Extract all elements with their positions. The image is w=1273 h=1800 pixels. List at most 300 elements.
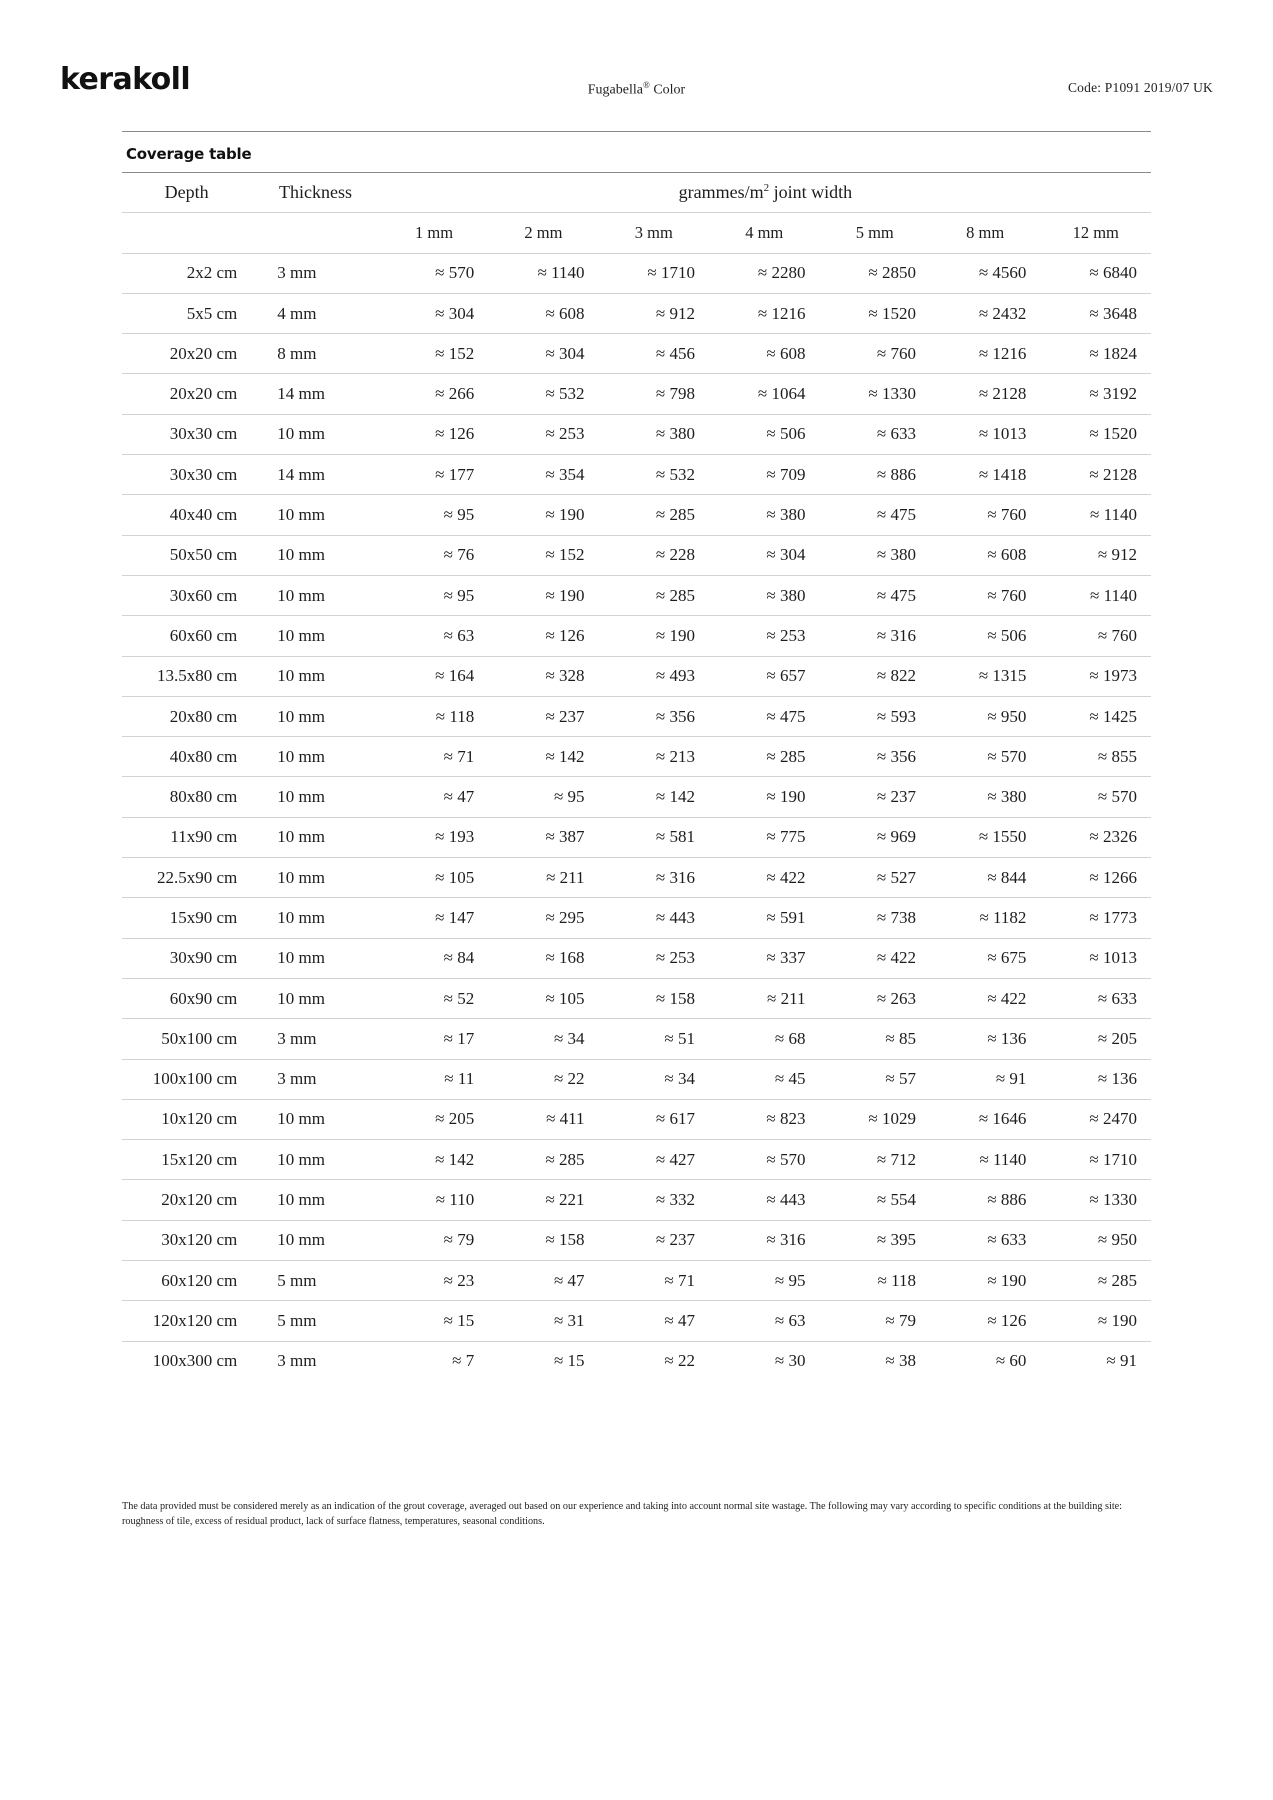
cell-coverage-1: ≈ 47 — [553, 1270, 585, 1290]
cell-coverage-1: ≈ 158 — [545, 1230, 585, 1250]
cell-coverage-2: ≈ 51 — [664, 1028, 696, 1048]
page-header — [0, 0, 1273, 120]
product-name-suffix: Color — [649, 82, 686, 98]
table-header-joint-widths — [122, 213, 1151, 253]
cell-coverage-0: ≈ 95 — [443, 505, 475, 525]
coverage-table-section — [122, 131, 1151, 1381]
cell-coverage-1: ≈ 190 — [545, 505, 585, 525]
cell-coverage-2: ≈ 427 — [655, 1149, 696, 1169]
cell-depth: 60x60 cm — [169, 625, 238, 645]
cell-coverage-1: ≈ 211 — [546, 867, 585, 887]
cell-coverage-1: ≈ 168 — [545, 948, 585, 968]
cell-coverage-5: ≈ 1315 — [978, 666, 1027, 686]
cell-depth: 80x80 cm — [169, 787, 238, 807]
cell-coverage-1: ≈ 295 — [545, 907, 585, 927]
cell-coverage-4: ≈ 527 — [876, 867, 916, 887]
cell-coverage-5: ≈ 380 — [987, 787, 1027, 807]
cell-coverage-2: ≈ 71 — [664, 1270, 696, 1290]
cell-coverage-2: ≈ 456 — [655, 343, 696, 363]
cell-coverage-3: ≈ 95 — [774, 1270, 806, 1290]
cell-coverage-6: ≈ 1520 — [1089, 424, 1137, 444]
cell-coverage-0: ≈ 118 — [435, 706, 475, 726]
cell-coverage-1: ≈ 142 — [545, 746, 585, 766]
table-row — [122, 495, 1151, 535]
cell-thickness: 14 mm — [277, 464, 325, 484]
cell-depth: 120x120 cm — [152, 1310, 238, 1330]
cell-depth: 100x300 cm — [152, 1351, 238, 1371]
cell-coverage-4: ≈ 886 — [876, 464, 916, 484]
cell-depth: 15x120 cm — [161, 1149, 238, 1169]
table-row — [122, 938, 1151, 978]
cell-thickness: 10 mm — [277, 706, 325, 726]
cell-depth: 60x120 cm — [161, 1270, 238, 1290]
cell-coverage-5: ≈ 2128 — [978, 384, 1027, 404]
column-header-depth: Depth — [164, 182, 209, 203]
cell-coverage-6: ≈ 1140 — [1090, 585, 1137, 605]
cell-coverage-0: ≈ 23 — [443, 1270, 475, 1290]
cell-thickness: 10 mm — [277, 746, 325, 766]
cell-coverage-4: ≈ 822 — [876, 666, 916, 686]
section-title: Coverage table — [126, 145, 252, 163]
cell-thickness: 10 mm — [277, 827, 325, 847]
cell-depth: 30x30 cm — [169, 424, 238, 444]
table-row — [122, 737, 1151, 777]
table-row — [122, 293, 1151, 333]
kerakoll-logo: kerakoll — [60, 62, 191, 97]
table-row — [122, 858, 1151, 898]
cell-coverage-0: ≈ 205 — [435, 1109, 475, 1129]
cell-thickness: 10 mm — [277, 787, 325, 807]
cell-coverage-6: ≈ 760 — [1097, 625, 1137, 645]
cell-coverage-3: ≈ 211 — [767, 988, 806, 1008]
cell-coverage-2: ≈ 532 — [655, 464, 696, 484]
cell-thickness: 8 mm — [277, 343, 317, 363]
cell-coverage-1: ≈ 95 — [553, 787, 585, 807]
cell-coverage-6: ≈ 1425 — [1089, 706, 1137, 726]
cell-coverage-6: ≈ 190 — [1097, 1310, 1137, 1330]
superscript-two: 2 — [763, 182, 770, 195]
cell-coverage-3: ≈ 1216 — [757, 303, 806, 323]
table-row — [122, 334, 1151, 374]
joint-width-header-2: 3 mm — [634, 222, 673, 242]
cell-coverage-3: ≈ 380 — [766, 585, 806, 605]
table-row — [122, 455, 1151, 495]
table-row — [122, 1059, 1151, 1099]
table-row — [122, 1261, 1151, 1301]
cell-thickness: 10 mm — [277, 1149, 325, 1169]
cell-coverage-6: ≈ 3648 — [1089, 303, 1137, 323]
table-row — [122, 1180, 1151, 1220]
cell-depth: 10x120 cm — [161, 1109, 238, 1129]
cell-coverage-4: ≈ 380 — [876, 545, 916, 565]
cell-coverage-0: ≈ 142 — [435, 1149, 475, 1169]
cell-coverage-0: ≈ 11 — [444, 1069, 475, 1089]
cell-coverage-3: ≈ 380 — [766, 505, 806, 525]
cell-coverage-3: ≈ 337 — [766, 948, 806, 968]
cell-coverage-1: ≈ 22 — [553, 1069, 585, 1089]
cell-coverage-5: ≈ 1646 — [978, 1109, 1027, 1129]
table-row — [122, 777, 1151, 817]
cell-coverage-5: ≈ 1550 — [978, 827, 1027, 847]
table-row — [122, 374, 1151, 414]
cell-coverage-5: ≈ 2432 — [978, 303, 1027, 323]
cell-coverage-4: ≈ 316 — [876, 625, 916, 645]
cell-coverage-1: ≈ 608 — [545, 303, 585, 323]
cell-coverage-6: ≈ 1710 — [1089, 1149, 1137, 1169]
cell-coverage-4: ≈ 554 — [876, 1190, 916, 1210]
cell-thickness: 10 mm — [277, 424, 325, 444]
cell-coverage-2: ≈ 22 — [664, 1351, 696, 1371]
document-code: Code: P1091 2019/07 UK — [1067, 80, 1213, 95]
cell-coverage-5: ≈ 60 — [995, 1351, 1027, 1371]
cell-coverage-3: ≈ 591 — [766, 907, 806, 927]
cell-coverage-6: ≈ 6840 — [1089, 263, 1137, 283]
cell-depth: 40x80 cm — [169, 746, 238, 766]
cell-thickness: 10 mm — [277, 505, 325, 525]
cell-coverage-4: ≈ 1330 — [868, 384, 916, 404]
cell-coverage-3: ≈ 30 — [774, 1351, 806, 1371]
column-header-group-suffix: joint width — [769, 182, 853, 203]
cell-coverage-4: ≈ 1520 — [868, 303, 916, 323]
cell-coverage-6: ≈ 1824 — [1089, 343, 1137, 363]
cell-depth: 30x60 cm — [169, 585, 238, 605]
table-row — [122, 1099, 1151, 1139]
cell-thickness: 10 mm — [277, 867, 325, 887]
cell-coverage-3: ≈ 68 — [774, 1028, 806, 1048]
cell-coverage-4: ≈ 237 — [876, 787, 916, 807]
cell-thickness: 14 mm — [277, 384, 325, 404]
cell-thickness: 5 mm — [277, 1310, 317, 1330]
cell-coverage-1: ≈ 411 — [546, 1109, 585, 1129]
cell-coverage-5: ≈ 1418 — [978, 464, 1027, 484]
cell-coverage-6: ≈ 205 — [1097, 1028, 1137, 1048]
table-row — [122, 535, 1151, 575]
cell-coverage-2: ≈ 158 — [655, 988, 696, 1008]
cell-coverage-4: ≈ 79 — [885, 1310, 916, 1330]
cell-coverage-4: ≈ 593 — [876, 706, 916, 726]
cell-coverage-6: ≈ 3192 — [1089, 384, 1137, 404]
cell-coverage-6: ≈ 1140 — [1090, 505, 1137, 525]
cell-coverage-5: ≈ 136 — [987, 1028, 1027, 1048]
table-row — [122, 1140, 1151, 1180]
cell-coverage-0: ≈ 152 — [435, 343, 475, 363]
cell-coverage-4: ≈ 263 — [876, 988, 916, 1008]
cell-thickness: 10 mm — [277, 1230, 325, 1250]
cell-coverage-1: ≈ 328 — [545, 666, 585, 686]
cell-coverage-6: ≈ 285 — [1097, 1270, 1137, 1290]
cell-coverage-6: ≈ 1773 — [1089, 907, 1137, 927]
cell-thickness: 10 mm — [277, 988, 325, 1008]
cell-coverage-5: ≈ 570 — [987, 746, 1027, 766]
cell-depth: 30x30 cm — [169, 464, 238, 484]
cell-thickness: 5 mm — [277, 1270, 317, 1290]
cell-coverage-4: ≈ 712 — [876, 1149, 916, 1169]
cell-coverage-2: ≈ 617 — [655, 1109, 696, 1129]
table-row — [122, 696, 1151, 736]
table-row — [122, 253, 1151, 293]
cell-coverage-1: ≈ 1140 — [537, 263, 585, 283]
table-row — [122, 817, 1151, 857]
cell-depth: 20x20 cm — [169, 384, 238, 404]
table-row — [122, 1301, 1151, 1341]
joint-width-header-3: 4 mm — [745, 222, 784, 242]
cell-depth: 11x90 cm — [170, 827, 238, 847]
cell-thickness: 10 mm — [277, 585, 325, 605]
column-header-group-text: grammes/m — [678, 182, 764, 203]
column-header-group — [380, 173, 1151, 213]
cell-depth: 20x20 cm — [169, 343, 238, 363]
cell-depth: 100x100 cm — [152, 1069, 238, 1089]
cell-coverage-2: ≈ 253 — [655, 948, 696, 968]
cell-depth: 15x90 cm — [169, 907, 238, 927]
coverage-table — [122, 172, 1151, 1381]
cell-coverage-0: ≈ 95 — [443, 585, 475, 605]
cell-thickness: 10 mm — [277, 907, 325, 927]
cell-coverage-2: ≈ 47 — [664, 1310, 696, 1330]
cell-depth: 30x120 cm — [161, 1230, 238, 1250]
cell-thickness: 10 mm — [277, 1190, 325, 1210]
cell-coverage-0: ≈ 164 — [435, 666, 475, 686]
cell-coverage-0: ≈ 304 — [435, 303, 475, 323]
cell-coverage-1: ≈ 253 — [545, 424, 585, 444]
cell-coverage-5: ≈ 4560 — [978, 263, 1027, 283]
cell-coverage-5: ≈ 675 — [987, 948, 1027, 968]
cell-coverage-3: ≈ 570 — [766, 1149, 806, 1169]
table-row — [122, 575, 1151, 615]
cell-thickness: 10 mm — [277, 948, 325, 968]
cell-coverage-1: ≈ 34 — [553, 1028, 585, 1048]
cell-coverage-2: ≈ 285 — [655, 505, 696, 525]
cell-coverage-6: ≈ 1266 — [1089, 867, 1137, 887]
cell-coverage-0: ≈ 193 — [435, 827, 475, 847]
cell-coverage-4: ≈ 475 — [876, 505, 916, 525]
cell-coverage-0: ≈ 84 — [443, 948, 475, 968]
cell-coverage-1: ≈ 190 — [545, 585, 585, 605]
joint-width-header-5: 8 mm — [966, 222, 1005, 242]
cell-coverage-3: ≈ 475 — [766, 706, 806, 726]
cell-coverage-1: ≈ 285 — [545, 1149, 585, 1169]
cell-coverage-2: ≈ 316 — [655, 867, 696, 887]
cell-coverage-5: ≈ 633 — [987, 1230, 1027, 1250]
joint-width-header-1: 2 mm — [524, 222, 563, 242]
table-header-main — [122, 173, 1151, 213]
cell-coverage-0: ≈ 15 — [443, 1310, 475, 1330]
cell-coverage-1: ≈ 532 — [545, 384, 585, 404]
cell-depth: 50x50 cm — [169, 545, 238, 565]
cell-coverage-4: ≈ 1029 — [868, 1109, 916, 1129]
cell-coverage-3: ≈ 1064 — [757, 384, 806, 404]
cell-coverage-0: ≈ 63 — [443, 625, 475, 645]
cell-coverage-4: ≈ 356 — [876, 746, 916, 766]
cell-coverage-0: ≈ 570 — [435, 263, 475, 283]
cell-thickness: 3 mm — [277, 1351, 317, 1371]
cell-coverage-4: ≈ 395 — [876, 1230, 916, 1250]
cell-coverage-3: ≈ 304 — [766, 545, 806, 565]
cell-coverage-3: ≈ 253 — [766, 625, 806, 645]
cell-coverage-6: ≈ 1973 — [1089, 666, 1137, 686]
cell-coverage-5: ≈ 126 — [987, 1310, 1027, 1330]
cell-coverage-2: ≈ 798 — [655, 384, 696, 404]
cell-coverage-4: ≈ 57 — [885, 1069, 916, 1089]
cell-coverage-6: ≈ 2128 — [1089, 464, 1137, 484]
cell-coverage-0: ≈ 79 — [443, 1230, 475, 1250]
cell-coverage-6: ≈ 1330 — [1089, 1190, 1137, 1210]
cell-coverage-3: ≈ 2280 — [757, 263, 806, 283]
cell-coverage-4: ≈ 422 — [876, 948, 916, 968]
cell-coverage-5: ≈ 608 — [987, 545, 1027, 565]
cell-coverage-6: ≈ 136 — [1097, 1069, 1137, 1089]
cell-thickness: 10 mm — [277, 545, 325, 565]
registered-trademark-icon: ® — [642, 80, 650, 90]
cell-coverage-6: ≈ 570 — [1097, 787, 1137, 807]
cell-coverage-3: ≈ 45 — [774, 1069, 806, 1089]
cell-coverage-2: ≈ 356 — [655, 706, 696, 726]
footnote: The data provided must be considered merely as an indication of the grout coverage, averaged out based on our experience and taking into account normal site wastage. The following may vary according to specific conditions at the building site: roughness of tile, excess of residual product, lack of surface flatness, temperatures, seasonal conditions. — [122, 1501, 1122, 1527]
spacer-depth — [122, 213, 251, 253]
joint-width-header-4: 5 mm — [855, 222, 894, 242]
cell-coverage-2: ≈ 190 — [655, 625, 696, 645]
cell-coverage-4: ≈ 633 — [876, 424, 916, 444]
cell-depth: 60x90 cm — [169, 988, 238, 1008]
cell-coverage-0: ≈ 105 — [435, 867, 475, 887]
cell-coverage-5: ≈ 1140 — [979, 1149, 1027, 1169]
cell-coverage-2: ≈ 213 — [655, 746, 696, 766]
cell-coverage-2: ≈ 332 — [655, 1190, 696, 1210]
table-row — [122, 1220, 1151, 1260]
cell-coverage-0: ≈ 47 — [443, 787, 475, 807]
cell-coverage-2: ≈ 493 — [655, 666, 696, 686]
cell-coverage-5: ≈ 91 — [995, 1069, 1027, 1089]
cell-coverage-3: ≈ 608 — [766, 343, 806, 363]
cell-coverage-1: ≈ 237 — [545, 706, 585, 726]
cell-coverage-5: ≈ 190 — [987, 1270, 1027, 1290]
cell-coverage-6: ≈ 1013 — [1089, 948, 1137, 968]
cell-coverage-5: ≈ 422 — [987, 988, 1027, 1008]
table-row — [122, 1341, 1151, 1381]
cell-coverage-1: ≈ 152 — [545, 545, 585, 565]
cell-coverage-2: ≈ 34 — [664, 1069, 696, 1089]
cell-thickness: 10 mm — [277, 666, 325, 686]
cell-coverage-0: ≈ 147 — [435, 907, 475, 927]
product-name-text: Fugabella — [587, 82, 643, 98]
cell-coverage-6: ≈ 950 — [1097, 1230, 1137, 1250]
cell-coverage-2: ≈ 380 — [655, 424, 696, 444]
table-row — [122, 656, 1151, 696]
cell-coverage-0: ≈ 52 — [443, 988, 475, 1008]
cell-coverage-5: ≈ 950 — [987, 706, 1027, 726]
cell-coverage-5: ≈ 1182 — [979, 907, 1027, 927]
cell-coverage-4: ≈ 760 — [876, 343, 916, 363]
cell-coverage-5: ≈ 1013 — [978, 424, 1027, 444]
cell-coverage-2: ≈ 912 — [655, 303, 696, 323]
cell-coverage-3: ≈ 443 — [766, 1190, 806, 1210]
cell-coverage-0: ≈ 126 — [435, 424, 475, 444]
cell-coverage-3: ≈ 285 — [766, 746, 806, 766]
cell-coverage-3: ≈ 63 — [774, 1310, 806, 1330]
table-row — [122, 1019, 1151, 1059]
cell-depth: 20x80 cm — [169, 706, 238, 726]
cell-coverage-4: ≈ 969 — [876, 827, 916, 847]
cell-coverage-0: ≈ 17 — [443, 1028, 475, 1048]
cell-depth: 2x2 cm — [186, 263, 238, 283]
spacer-thickness — [251, 213, 380, 253]
cell-coverage-5: ≈ 844 — [987, 867, 1027, 887]
cell-coverage-0: ≈ 71 — [443, 746, 475, 766]
joint-width-header-0: 1 mm — [415, 222, 454, 242]
cell-coverage-4: ≈ 38 — [885, 1351, 916, 1371]
cell-coverage-0: ≈ 7 — [452, 1351, 475, 1371]
cell-coverage-1: ≈ 126 — [545, 625, 585, 645]
cell-depth: 5x5 cm — [186, 303, 238, 323]
cell-depth: 40x40 cm — [169, 505, 238, 525]
cell-coverage-3: ≈ 775 — [766, 827, 806, 847]
table-row — [122, 616, 1151, 656]
cell-coverage-1: ≈ 105 — [545, 988, 585, 1008]
cell-coverage-0: ≈ 110 — [435, 1190, 475, 1210]
cell-coverage-4: ≈ 475 — [876, 585, 916, 605]
cell-coverage-2: ≈ 581 — [655, 827, 696, 847]
cell-coverage-2: ≈ 1710 — [647, 263, 696, 283]
column-header-thickness: Thickness — [279, 182, 353, 203]
cell-depth: 30x90 cm — [169, 948, 238, 968]
cell-coverage-3: ≈ 316 — [766, 1230, 806, 1250]
cell-thickness: 10 mm — [277, 1109, 325, 1129]
cell-coverage-1: ≈ 15 — [553, 1351, 585, 1371]
cell-coverage-3: ≈ 823 — [766, 1109, 806, 1129]
cell-coverage-5: ≈ 506 — [987, 625, 1027, 645]
cell-thickness: 3 mm — [277, 263, 317, 283]
cell-coverage-1: ≈ 354 — [545, 464, 585, 484]
cell-coverage-1: ≈ 221 — [545, 1190, 585, 1210]
cell-coverage-5: ≈ 760 — [987, 585, 1027, 605]
table-row — [122, 898, 1151, 938]
cell-depth: 22.5x90 cm — [156, 867, 238, 887]
cell-coverage-6: ≈ 855 — [1097, 746, 1137, 766]
cell-coverage-5: ≈ 886 — [987, 1190, 1027, 1210]
cell-coverage-6: ≈ 633 — [1097, 988, 1137, 1008]
cell-coverage-4: ≈ 118 — [877, 1270, 916, 1290]
cell-coverage-6: ≈ 2326 — [1089, 827, 1137, 847]
cell-thickness: 3 mm — [277, 1069, 317, 1089]
cell-depth: 20x120 cm — [161, 1190, 238, 1210]
cell-depth: 50x100 cm — [161, 1028, 238, 1048]
cell-coverage-2: ≈ 237 — [655, 1230, 696, 1250]
cell-coverage-4: ≈ 738 — [876, 907, 916, 927]
cell-coverage-3: ≈ 657 — [766, 666, 806, 686]
cell-coverage-6: ≈ 91 — [1106, 1351, 1137, 1371]
cell-coverage-0: ≈ 266 — [435, 384, 475, 404]
cell-coverage-6: ≈ 2470 — [1089, 1109, 1137, 1129]
cell-coverage-0: ≈ 177 — [435, 464, 475, 484]
cell-coverage-4: ≈ 85 — [885, 1028, 916, 1048]
joint-width-header-6: 12 mm — [1072, 222, 1119, 242]
cell-coverage-4: ≈ 2850 — [868, 263, 916, 283]
cell-coverage-2: ≈ 228 — [655, 545, 696, 565]
table-row — [122, 978, 1151, 1018]
table-row — [122, 414, 1151, 454]
cell-coverage-3: ≈ 422 — [766, 867, 806, 887]
cell-coverage-1: ≈ 304 — [545, 343, 585, 363]
cell-coverage-3: ≈ 506 — [766, 424, 806, 444]
cell-coverage-1: ≈ 387 — [545, 827, 585, 847]
cell-coverage-2: ≈ 142 — [655, 787, 696, 807]
cell-coverage-1: ≈ 31 — [553, 1310, 585, 1330]
cell-coverage-0: ≈ 76 — [443, 545, 475, 565]
cell-coverage-2: ≈ 285 — [655, 585, 696, 605]
cell-coverage-6: ≈ 912 — [1097, 545, 1137, 565]
cell-coverage-3: ≈ 190 — [766, 787, 806, 807]
cell-coverage-3: ≈ 709 — [766, 464, 806, 484]
